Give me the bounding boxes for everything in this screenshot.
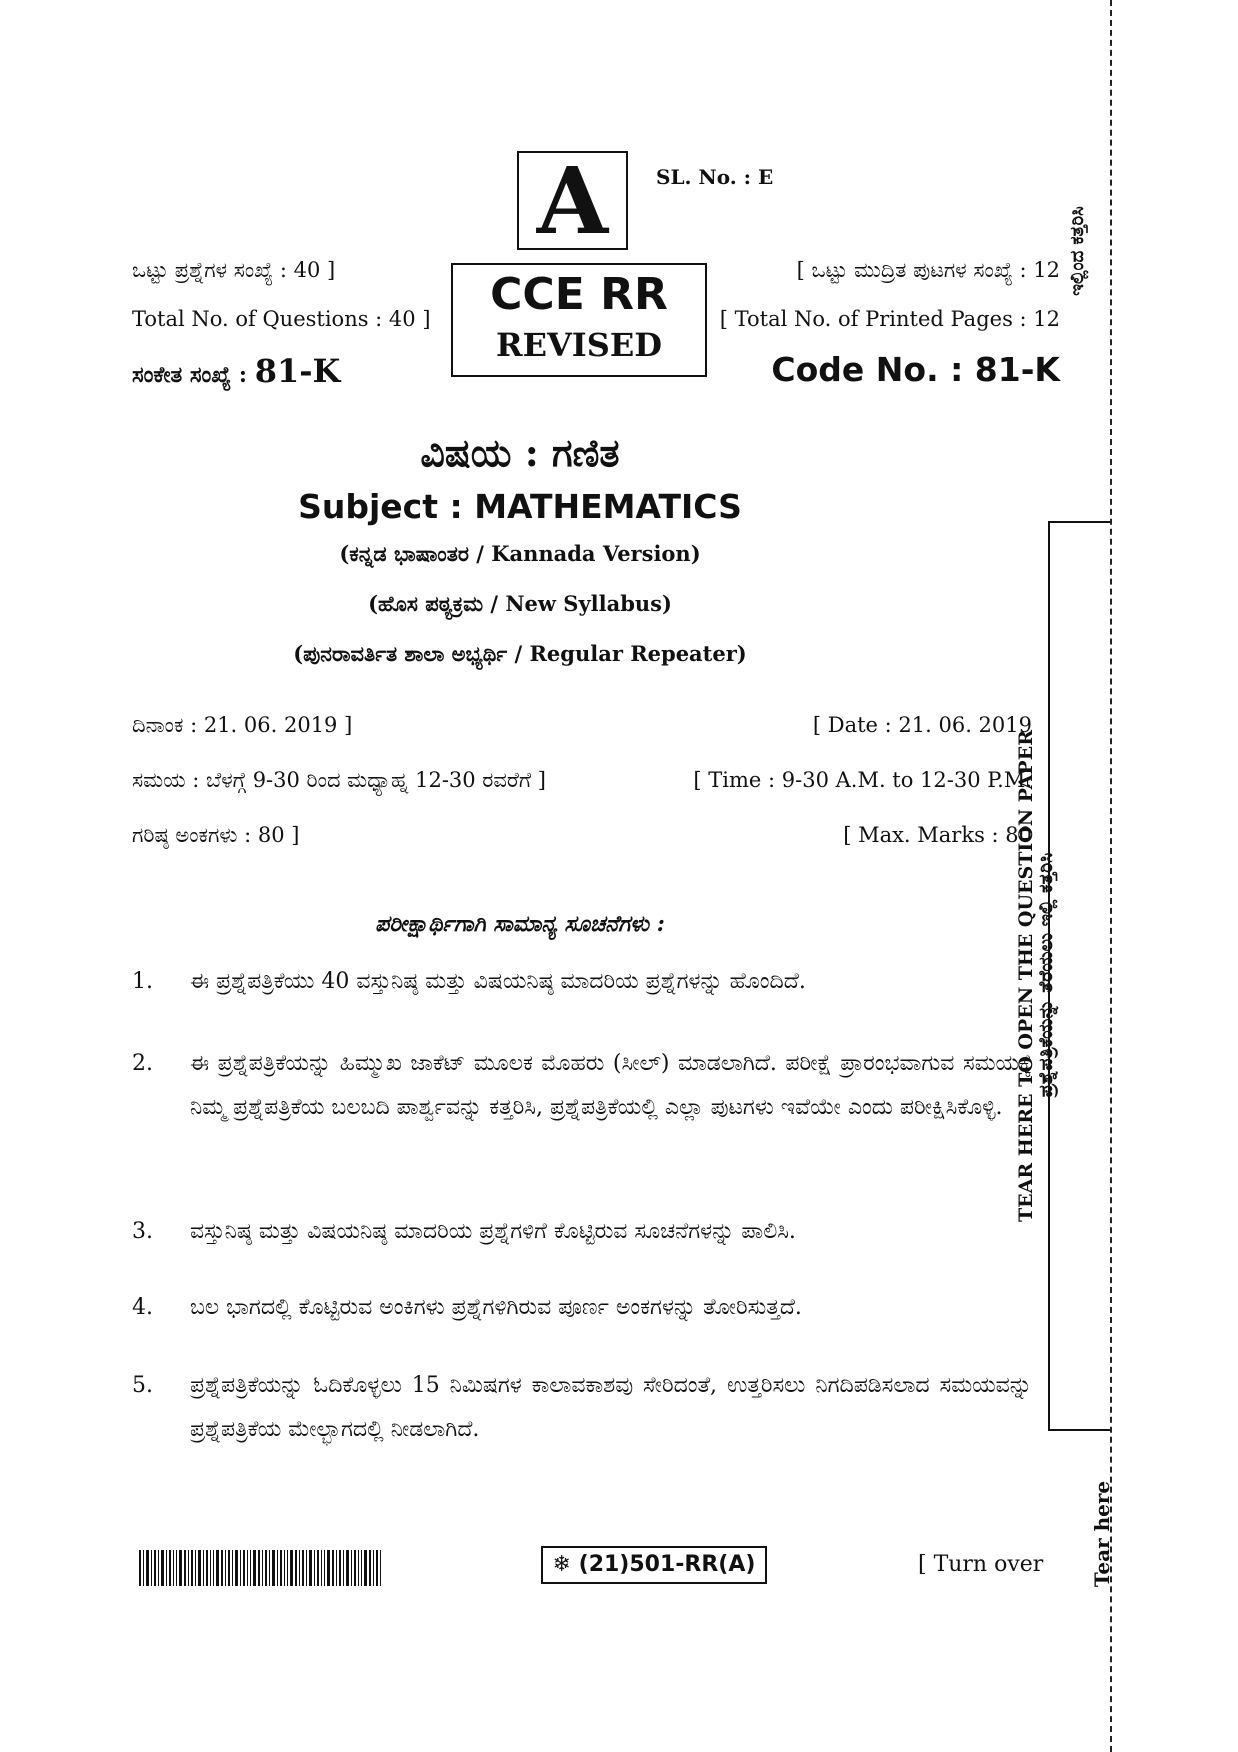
- paper-code-box: ❄ (21)501-RR(A): [541, 1546, 767, 1584]
- total-pages-kannada: [ ಒಟ್ಟು ಮುದ್ರಿತ ಪುಟಗಳ ಸಂಖ್ಯೆ : 12: [796, 258, 1060, 282]
- code-number-english: Code No. : 81-K: [771, 350, 1060, 389]
- total-questions-kannada: ಒಟ್ಟು ಪ್ರಶ್ನೆಗಳ ಸಂಖ್ಯೆ : 40 ]: [132, 258, 336, 282]
- max-marks-kannada: ಗರಿಷ್ಠ ಅಂಕಗಳು : 80 ]: [132, 823, 300, 847]
- cce-subtitle: REVISED: [495, 326, 663, 364]
- instruction-number: 3.: [132, 1219, 153, 1244]
- code-kannada-label: ಸಂಕೇತ ಸಂಖ್ಯೆ :: [132, 362, 248, 388]
- cce-rr-box: [451, 263, 707, 377]
- instruction-number: 4.: [132, 1295, 153, 1320]
- time-kannada: ಸಮಯ : ಬೆಳಗ್ಗೆ 9-30 ರಿಂದ ಮಧ್ಯಾಹ್ನ 12-30 ರವರೆಗೆ ]: [132, 768, 546, 792]
- syllabus-line: (ಹೊಸ ಪಠ್ಯಕ್ರಮ / New Syllabus): [368, 591, 672, 616]
- tear-instruction-english: TEAR HERE TO OPEN THE QUESTION PAPER: [1015, 730, 1037, 1222]
- candidate-type-line: (ಪುನರಾವರ್ತಿತ ಶಾಲಾ ಅಭ್ಯರ್ಥಿ / Regular Repeater): [293, 641, 747, 666]
- instruction-number: 5.: [132, 1373, 153, 1398]
- cce-title: CCE RR: [490, 269, 668, 320]
- tear-instruction-kannada: ಪ್ರಶ್ನೆಪತ್ರಿಕೆಯನ್ನು ತೆರೆಯಲು ಇಲ್ಲಿ ಕತ್ತರಿಸಿ: [1035, 852, 1057, 1098]
- turn-over-label: [ Turn over: [918, 1552, 1044, 1577]
- instructions-heading: ಪರೀಕ್ಷಾರ್ಥಿಗಾಗಿ ಸಾಮಾನ್ಯ ಸೂಚನೆಗಳು :: [375, 911, 665, 937]
- date-kannada: ದಿನಾಂಕ : 21. 06. 2019 ]: [132, 713, 353, 737]
- instruction-number: 1.: [132, 969, 153, 994]
- barcode: [139, 1550, 381, 1586]
- instruction-text: ವಸ್ತುನಿಷ್ಠ ಮತ್ತು ವಿಷಯನಿಷ್ಠ ಮಾದರಿಯ ಪ್ರಶ್ನೆಗಳಿಗೆ ಕೊಟ್ಟಿರುವ ಸೂಚನೆಗಳನ್ನು ಪಾಲಿಸಿ.: [190, 1219, 796, 1244]
- subject-kannada: ವಿಷಯ : ಗಣಿತ: [420, 430, 620, 475]
- date-english: [ Date : 21. 06. 2019: [812, 713, 1032, 737]
- cut-here-kannada: ಇಲ್ಲಿಂದ ಕತ್ತರಿಸಿ: [1067, 206, 1088, 296]
- code-kannada-value: 81-K: [254, 352, 341, 390]
- serial-number: SL. No. : E: [656, 165, 774, 189]
- subject-english: Subject : MATHEMATICS: [298, 487, 742, 526]
- total-questions-english: Total No. of Questions : 40 ]: [132, 307, 431, 331]
- set-letter-box: A: [517, 151, 628, 250]
- tear-here-label: Tear here: [1090, 1480, 1114, 1588]
- time-english: [ Time : 9-30 A.M. to 12-30 P.M.: [693, 768, 1032, 792]
- instruction-text: ಈ ಪ್ರಶ್ನೆಪತ್ರಿಕೆಯನ್ನು ಹಿಮ್ಮುಖ ಜಾಕೆಟ್ ಮೂಲಕ ಮೊಹರು (ಸೀಲ್) ಮಾಡಲಾಗಿದೆ. ಪರೀಕ್ಷೆ ಪ್ರಾರಂಭವಾಗುವ ಸಮಯಕ್ಕೆ ನಿಮ್ಮ ಪ್ರಶ್ನೆಪತ್ರಿಕೆಯ ಬಲಬದಿ ಪಾರ್ಶ್ವವನ್ನು ಕತ್ತರಿಸಿ, ಪ್ರಶ್ನೆಪತ್ರಿಕೆಯಲ್ಲಿ ಎಲ್ಲಾ ಪುಟಗಳು ಇವೆಯೇ ಎಂದು ಪರೀಕ್ಷಿಸಿಕೊಳ್ಳಿ.: [190, 1051, 1032, 1120]
- instruction-number: 2.: [132, 1051, 153, 1076]
- total-pages-english: [ Total No. of Printed Pages : 12: [719, 307, 1060, 331]
- instruction-text: ಈ ಪ್ರಶ್ನೆಪತ್ರಿಕೆಯು 40 ವಸ್ತುನಿಷ್ಠ ಮತ್ತು ವಿಷಯನಿಷ್ಠ ಮಾದರಿಯ ಪ್ರಶ್ನೆಗಳನ್ನು ಹೊಂದಿದೆ.: [190, 969, 806, 994]
- version-line: (ಕನ್ನಡ ಭಾಷಾಂತರ / Kannada Version): [339, 541, 701, 566]
- instruction-text: ಬಲ ಭಾಗದಲ್ಲಿ ಕೊಟ್ಟಿರುವ ಅಂಕಿಗಳು ಪ್ರಶ್ನೆಗಳಿಗಿರುವ ಪೂರ್ಣ ಅಂಕಗಳನ್ನು ತೋರಿಸುತ್ತದೆ.: [190, 1295, 802, 1320]
- instruction-text: ಪ್ರಶ್ನೆಪತ್ರಿಕೆಯನ್ನು ಓದಿಕೊಳ್ಳಲು 15 ನಿಮಿಷಗಳ ಕಾಲಾವಕಾಶವು ಸೇರಿದಂತೆ, ಉತ್ತರಿಸಲು ನಿಗದಿಪಡಿಸಲಾದ ಸಮಯವನ್ನು ಪ್ರಶ್ನೆಪತ್ರಿಕೆಯ ಮೇಲ್ಭಾಗದಲ್ಲಿ ನೀಡಲಾಗಿದೆ.: [190, 1373, 1032, 1442]
- max-marks-english: [ Max. Marks : 80: [843, 823, 1032, 847]
- code-number-kannada: [132, 352, 340, 390]
